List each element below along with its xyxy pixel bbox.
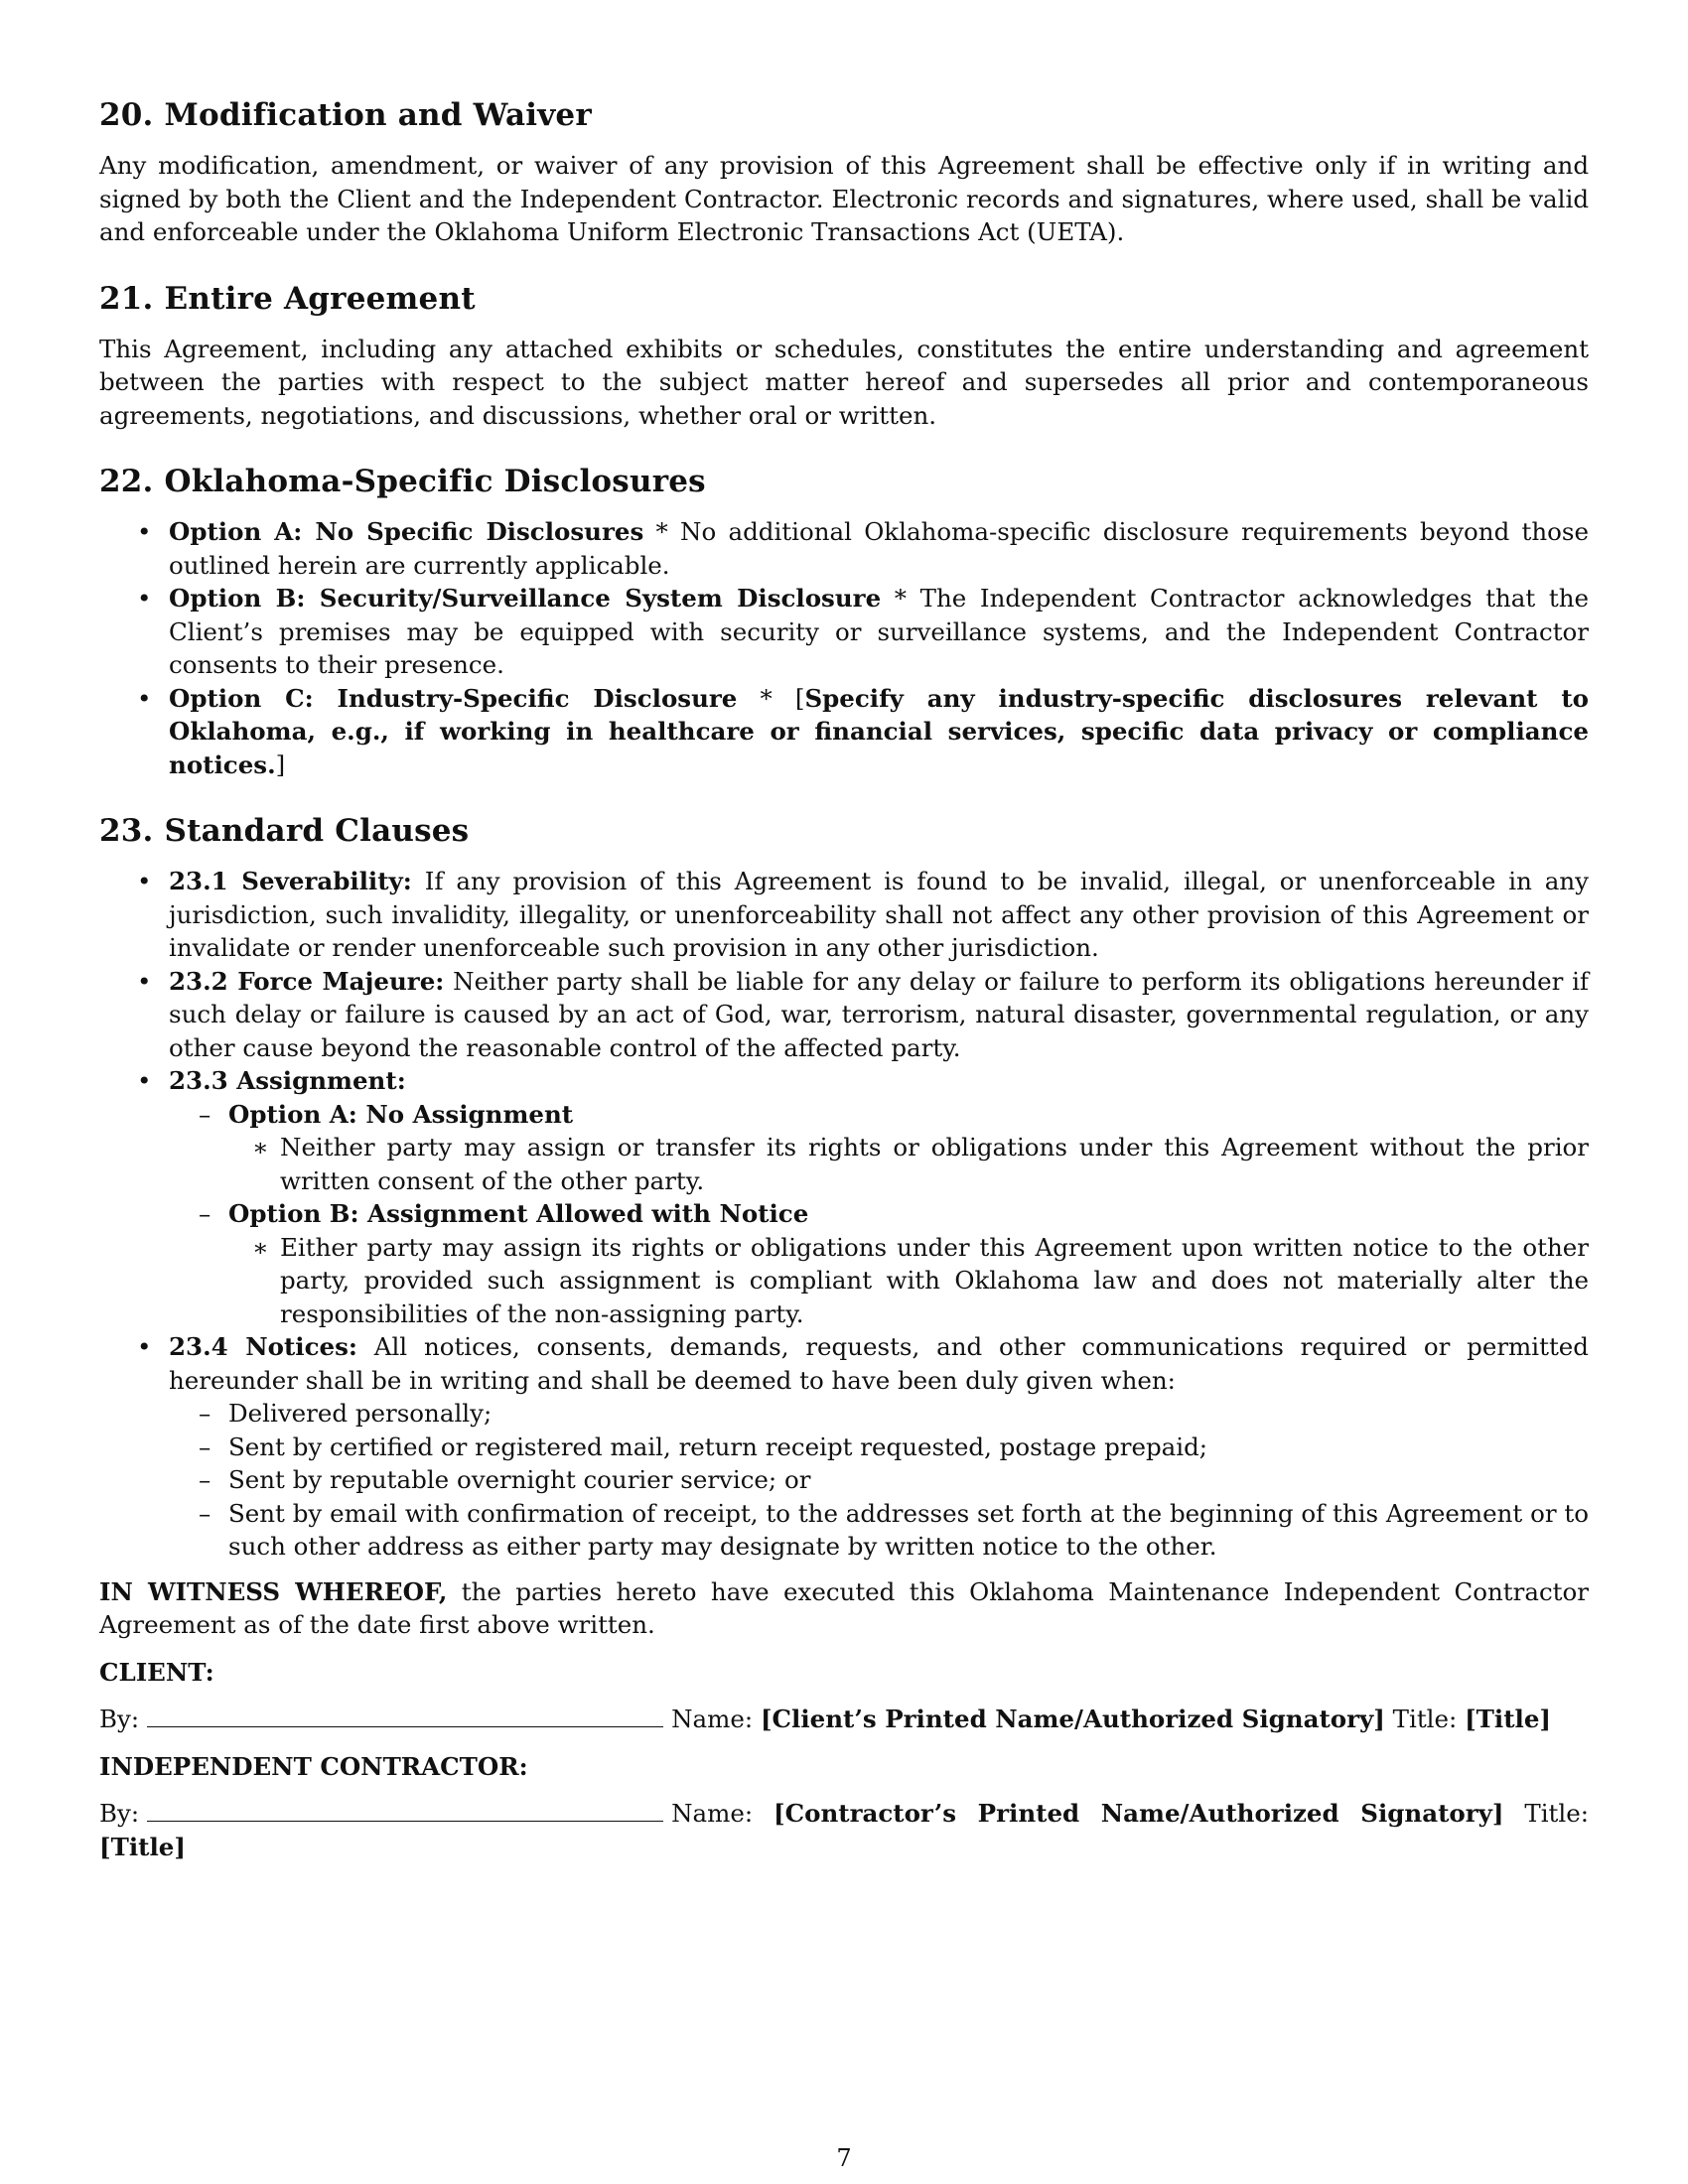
list-item: – Delivered personally; <box>169 1397 1589 1431</box>
client-heading: CLIENT: <box>99 1657 214 1687</box>
section-20 <box>99 95 1589 249</box>
notice-methods-list <box>169 1397 1589 1564</box>
section-heading: 21. Entire Agreement <box>99 280 476 317</box>
section-heading: 20. Modification and Waiver <box>99 97 592 133</box>
contractor-heading: INDEPENDENT CONTRACTOR: <box>99 1751 528 1781</box>
clause-text: All notices, consents, demands, requests, and other communications required or permitted hereunder shall be in writing and shall be deemed to have been duly given when: <box>169 1332 1589 1395</box>
witness-text: the parties hereto have executed this Oklahoma Maintenance Independent Contractor Agreement as of the date first above written. <box>99 1576 1589 1639</box>
clause-text: Neither party shall be liable for any delay or failure to perform its obligations hereunder if such delay or failure is caused by an act of God, war, terrorism, natural disaster, governmental regulation, or any other cause beyond the reasonable control of the affected party. <box>169 966 1590 1062</box>
list-item: – Sent by reputable overnight courier service; or <box>169 1463 1589 1497</box>
witness-label: IN WITNESS WHEREOF, <box>99 1576 448 1606</box>
option-label: Option A: No Specific Disclosures <box>169 517 644 546</box>
option-text: ] <box>275 750 286 779</box>
list-item <box>99 965 1589 1065</box>
name-label: Name: <box>671 1705 754 1733</box>
disclosure-options-list <box>99 515 1589 781</box>
option-text: * The Independent Contractor acknowledges that the Client’s premises may be equipped with security or surveillance systems, and the Independent Contractor consents to their presence. <box>169 584 1589 679</box>
list-item <box>99 1330 1589 1564</box>
witness-clause <box>99 1575 1589 1642</box>
option-label: Option C: Industry-Specific Disclosure <box>169 683 738 713</box>
by-label: By: <box>99 1799 140 1828</box>
assignment-options-list <box>169 1098 1589 1331</box>
list-item <box>99 682 1589 782</box>
name-value: [Contractor’s Printed Name/Authorized Signatory] <box>774 1799 1504 1828</box>
list-item <box>99 1064 1589 1330</box>
section-heading: 22. Oklahoma-Specific Disclosures <box>99 464 706 499</box>
clause-label: 23.2 Force Majeure: <box>169 966 445 996</box>
title-value: [Title] <box>1465 1705 1551 1733</box>
title-label: Title: <box>1524 1799 1589 1828</box>
signature-field[interactable] <box>147 1799 663 1822</box>
option-label: Option B: Assignment Allowed with Notice <box>228 1199 809 1228</box>
sub-list <box>228 1231 1589 1331</box>
section-22 <box>99 462 1589 781</box>
title-value: [Title] <box>99 1832 186 1861</box>
option-text: * [ <box>737 683 805 713</box>
list-item <box>99 582 1589 682</box>
list-item: ∗ Neither party may assign or transfer its rights or obligations under this Agreement without the prior written consent of the other party. <box>228 1131 1589 1197</box>
clause-label: 23.3 Assignment: <box>169 1066 406 1095</box>
section-21 <box>99 279 1589 433</box>
option-text: * No additional Oklahoma-specific disclosure requirements beyond those outlined herein are currently applicable. <box>169 517 1589 580</box>
contractor-signature-line <box>99 1797 1589 1863</box>
section-heading: 23. Standard Clauses <box>99 813 470 849</box>
section-body: This Agreement, including any attached exhibits or schedules, constitutes the entire understanding and agreement between the parties with respect to the subject matter hereof and supersedes all prior and contemporaneous agreements, negotiations, and discussions, whether oral or written. <box>99 334 1589 430</box>
section-23 <box>99 811 1589 1564</box>
option-label: Option A: No Assignment <box>228 1099 574 1129</box>
by-label: By: <box>99 1705 140 1733</box>
list-item <box>169 1197 1589 1330</box>
section-body: Any modification, amendment, or waiver of any provision of this Agreement shall be effective only if in writing and signed by both the Client and the Independent Contractor. Electronic records and signatures, where used, shall be valid and enforceable under the Oklahoma Uniform Electronic Transactions Act (UETA). <box>99 151 1589 246</box>
page-number: 7 <box>836 2144 852 2172</box>
list-item: ∗ Either party may assign its rights or obligations under this Agreement upon written notice to the other party, provided such assignment is compliant with Oklahoma law and does not materially alter the responsibilities of the non-assigning party. <box>228 1231 1589 1331</box>
document-page <box>99 95 1589 1863</box>
standard-clauses-list <box>99 865 1589 1564</box>
title-label: Title: <box>1392 1705 1458 1733</box>
option-bold-text: Specify any industry-specific disclosures relevant to Oklahoma, e.g., if working in healthcare or financial services, specific data privacy or compliance notices. <box>169 683 1589 779</box>
signature-field[interactable] <box>147 1705 663 1727</box>
name-value: [Client’s Printed Name/Authorized Signatory] <box>760 1705 1385 1733</box>
clause-label: 23.1 Severability: <box>169 867 412 895</box>
list-item <box>169 1098 1589 1198</box>
option-label: Option B: Security/Surveillance System Disclosure <box>169 584 882 613</box>
list-item: – Sent by email with confirmation of receipt, to the addresses set forth at the beginning of this Agreement or to such other address as either party may designate by written notice to the other. <box>169 1497 1589 1564</box>
clause-text: If any provision of this Agreement is found to be invalid, illegal, or unenforceable in any jurisdiction, such invalidity, illegality, or unenforceability shall not affect any other provision of this Agreement or invalidate or render unenforceable such provision in any other jurisdiction. <box>169 867 1589 962</box>
name-label: Name: <box>671 1799 754 1828</box>
client-signature-line <box>99 1703 1589 1736</box>
clause-label: 23.4 Notices: <box>169 1332 357 1361</box>
sub-list <box>228 1131 1589 1197</box>
list-item <box>99 515 1589 582</box>
list-item <box>99 865 1589 965</box>
list-item: – Sent by certified or registered mail, return receipt requested, postage prepaid; <box>169 1431 1589 1464</box>
